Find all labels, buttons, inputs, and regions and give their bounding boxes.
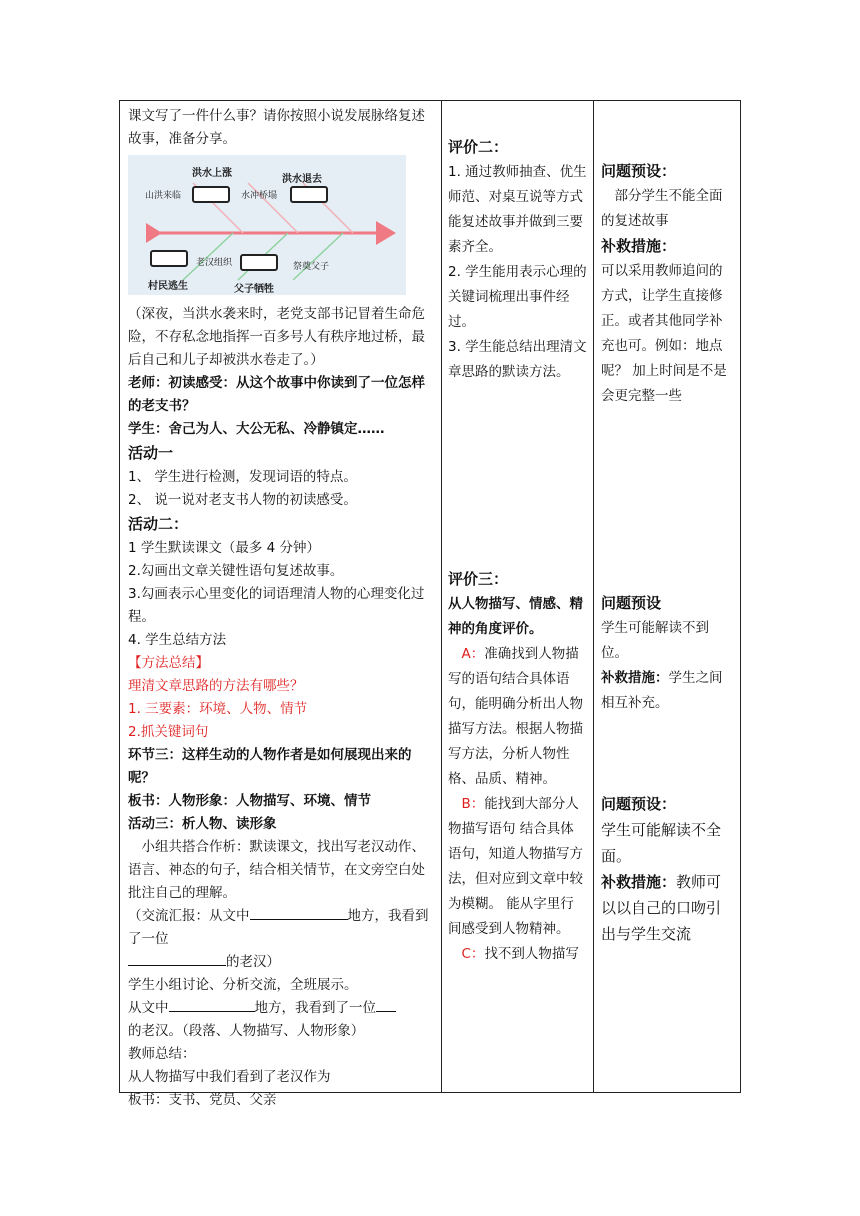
label-flood-recede: 洪水退去 (282, 174, 322, 185)
activity-2-title: 活动二： (128, 515, 189, 533)
answer-box (150, 250, 188, 267)
preset-2-body: 学生可能解读不到位。 (601, 620, 709, 661)
student-answer: 学生：舍己为人、大公无私、冷静镇定…… (128, 421, 385, 437)
answer-box (192, 186, 230, 203)
intro-text: 课文写了一件什么事？请你按照小说发展脉络复述故事，准备分享。 (128, 108, 425, 147)
preset-1-body: 部分学生不能全面的复述故事 (601, 188, 723, 229)
level-c: C：找不到人物描写 (461, 946, 579, 962)
board-note-2: 板书：支书、党员、父亲 (128, 1092, 277, 1108)
method-item: 2.抓关键词句 (128, 724, 209, 740)
evaluation-column (441, 101, 593, 1092)
label-father-son-sacrifice: 父子牺牲 (234, 284, 274, 295)
activity-3-title: 活动三：析人物、读形象 (128, 816, 277, 832)
activity-1-title: 活动一 (128, 444, 174, 462)
problem-preset-column (593, 101, 741, 1092)
label-bridge-collapse: 水冲桥塌 (241, 191, 278, 201)
level-b: B：能找到大部分人物描写语句 结合具体语句，知道人物描写方法，但对应到文章中较为模糊。 能从字里行间感受到人物精神。 (448, 796, 583, 937)
from-text-line: 的老汉。（段落、人物描写、人物形象） (128, 1023, 365, 1039)
remedy-3: 补救措施：教师可以以自己的口吻引出与学生交流 (601, 873, 722, 943)
answer-box (240, 254, 278, 271)
teaching-process-column (120, 101, 441, 1108)
label-flood-arrive: 山洪来临 (145, 191, 182, 201)
method-title: 【方法总结】 (128, 655, 209, 671)
level-a: A：准确找到人物描写的语句结合具体语句，能明确分析出人物描写方法。根据人物描写方法，分析人物性格、品质、精神。 (448, 646, 583, 787)
method-question: 理清文章思路的方法有哪些？ (128, 678, 304, 694)
teacher-question: 老师：初读感受：从这个故事中你读到了一位怎样的老支书？ (128, 375, 425, 414)
activity-2-item: 4. 学生总结方法 (128, 632, 227, 648)
activity-2-item: 2.勾画出文章关键性语句复述故事。 (128, 563, 344, 579)
method-item: 1. 三要素：环境、人物、情节 (128, 701, 308, 717)
label-villagers-escape: 村民逃生 (148, 281, 188, 292)
activity-1-item: 1、 学生进行检测，发现词语的特点。 (128, 469, 357, 485)
fill-blank (250, 905, 348, 920)
label-flood-rise: 洪水上涨 (192, 168, 232, 179)
eval-3-title: 评价三： (448, 570, 509, 588)
fishbone-arrow-diagram-icon (128, 155, 406, 295)
eval-3-subtitle: 从人物描写、情感、精神的角度评价。 (448, 596, 583, 637)
preset-1-title: 问题预设： (601, 162, 677, 180)
remedy-2: 补救措施：学生之间相互补充。 (601, 670, 723, 711)
eval-2-item: 1. 通过教师抽查、优生师范、对桌互说等方式能复述故事并做到三要素齐全。 (448, 164, 587, 255)
fill-blank (128, 951, 226, 966)
activity-1-item: 2、 说一说对老支书人物的初读感受。 (128, 492, 357, 508)
fishbone-diagram (128, 155, 406, 295)
remedy-1-title: 补救措施： (601, 237, 677, 255)
lesson-table (119, 100, 741, 1108)
answer-box (290, 186, 328, 203)
label-mourn: 祭奠父子 (293, 262, 330, 272)
label-old-man-organize: 老汉组织 (196, 258, 233, 268)
activity-2-item: 3.勾画表示心里变化的词语理清人物的心理变化过程。 (128, 586, 425, 625)
activity-3-body: 小组共搭合作析：默读课文，找出写老汉动作、语言、神态的句子，结合相关情节，在文旁空白处批注自己的理解。 (128, 839, 425, 901)
eval-2-title: 评价二： (448, 138, 509, 156)
teacher-summary-line: 从人物描写中我们看到了老汉作为 (128, 1069, 331, 1085)
eval-2-item: 2. 学生能用表示心理的关键词梳理出事件经过。 (448, 264, 587, 330)
story-summary: （深夜，当洪水袭来时，老党支部书记冒着生命危险，不存私念地指挥一百多号人有秩序地过桥，最后自己和儿子却被洪水卷走了。） (128, 306, 425, 368)
teacher-summary-label: 教师总结： (128, 1046, 196, 1062)
fill-blank (376, 997, 396, 1012)
link-3-title: 环节三：这样生动的人物作者是如何展现出来的呢？ (128, 747, 412, 786)
discussion-text: 学生小组讨论、分析交流，全班展示。 (128, 977, 358, 993)
preset-3-body: 学生可能解读不全面。 (601, 821, 722, 865)
report-line: （交流汇报：从文中 地方，我看到了一位 (128, 905, 435, 951)
preset-3-title: 问题预设： (601, 795, 677, 813)
remedy-1-body: 可以采用教师追问的方式，让学生直接修正。或者其他同学补充也可。例如：地点呢？ 加上时间是不是会更完整一些 (601, 263, 727, 404)
report-line: 的老汉） (128, 951, 435, 974)
activity-2-item: 1 学生默读课文（最多 4 分钟） (128, 540, 321, 556)
board-note-1: 板书：人物形象：人物描写、环境、情节 (128, 793, 371, 809)
fill-blank (169, 997, 255, 1012)
from-text-line: 从文中 地方，我看到了一位 (128, 997, 435, 1020)
preset-2-title: 问题预设 (601, 594, 662, 612)
eval-2-item: 3. 学生能总结出理清文章思路的默读方法。 (448, 339, 587, 380)
